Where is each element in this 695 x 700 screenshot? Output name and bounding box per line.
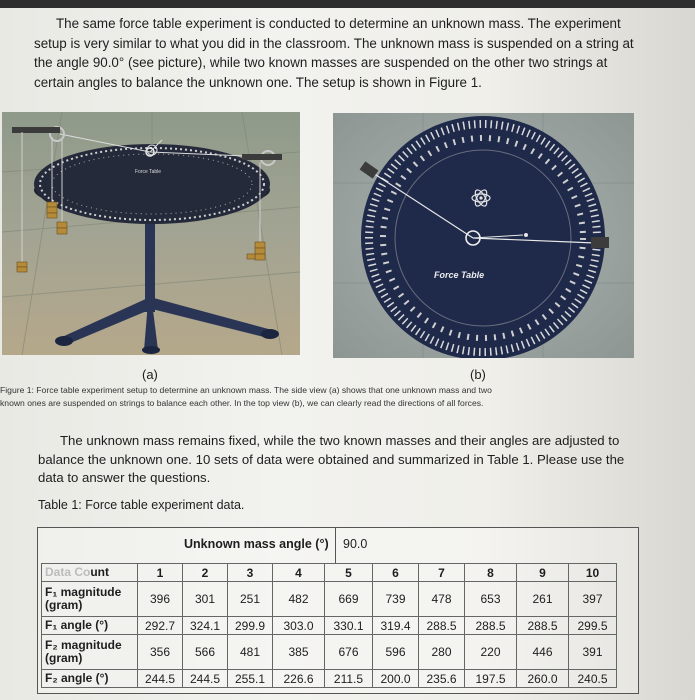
caption-line: known ones are suspended on strings to balance each other. In the top view (b), we can clearly read the directions of all forces.: [0, 398, 484, 408]
table-cell: 396: [138, 582, 183, 617]
row-label: F₂ angle (°): [42, 670, 138, 688]
table-row: [42, 617, 617, 635]
table-cell: 288.5: [419, 617, 465, 635]
table-cell: 653: [465, 582, 517, 617]
figure-caption: [0, 384, 650, 410]
table-cell: 301: [183, 582, 228, 617]
table-cell: 280: [419, 635, 465, 670]
photo-a-label: Force Table: [135, 169, 162, 175]
column-header: 5: [325, 564, 373, 582]
intro-line: certain angles to balance the unknown one. The setup is shown in Figure 1.: [34, 74, 482, 90]
table-cell: 197.5: [465, 670, 517, 688]
table-cell: 251: [228, 582, 273, 617]
column-header: 1: [138, 564, 183, 582]
table-cell: 288.5: [517, 617, 569, 635]
table-cell: 288.5: [465, 617, 517, 635]
table-title: Table 1: Force table experiment data.: [38, 498, 245, 512]
intro-line: the angle 90.0° (see picture), while two known masses are suspended on the other two strings at: [34, 55, 608, 70]
figure-label-b: (b): [470, 367, 486, 382]
row-label: F₁ angle (°): [42, 617, 138, 635]
column-header: 10: [569, 564, 617, 582]
intro-line: The same force table experiment is conducted to determine an unknown mass. The experiment: [56, 16, 621, 31]
table-cell: 261: [517, 582, 569, 617]
table-cell: 481: [228, 635, 273, 670]
table-row: [42, 582, 617, 617]
data-table: [41, 563, 617, 688]
figure-label-a: (a): [142, 367, 158, 382]
table-cell: 566: [183, 635, 228, 670]
corner-cell: [42, 564, 138, 582]
table-cell: 292.7: [138, 617, 183, 635]
row-label-line: F₂ magnitude: [45, 638, 122, 652]
table-cell: 478: [419, 582, 465, 617]
figure-photo-top-view: [333, 113, 634, 358]
column-header: 3: [228, 564, 273, 582]
intro-paragraph: [34, 14, 660, 92]
column-header: 2: [183, 564, 228, 582]
table-header-divider: [335, 528, 336, 563]
table-cell: 303.0: [273, 617, 325, 635]
body-line: data to answer the questions.: [38, 470, 211, 485]
unknown-angle-label: Unknown mass angle (°): [184, 537, 329, 551]
table-cell: 676: [325, 635, 373, 670]
table-cell: 324.1: [183, 617, 228, 635]
body-paragraph: [38, 432, 638, 488]
intro-line: setup is very similar to what you did in the classroom. The unknown mass is suspended on a string at: [34, 35, 634, 51]
column-header: 9: [517, 564, 569, 582]
table-cell: 482: [273, 582, 325, 617]
column-header: 8: [465, 564, 517, 582]
table-cell: 356: [138, 635, 183, 670]
row-label-line: (gram): [45, 598, 83, 612]
column-header: 7: [419, 564, 465, 582]
table-cell: 211.5: [325, 670, 373, 688]
top-edge-bar: [0, 0, 695, 8]
row-label-line: (gram): [45, 651, 83, 665]
table-row: [42, 670, 617, 688]
corner-faded-text: Data Co: [45, 565, 91, 579]
figure-photo-side-view: [2, 112, 300, 355]
table-header-row: [42, 564, 617, 582]
row-label: [42, 635, 138, 670]
table-cell: 319.4: [373, 617, 419, 635]
column-header: 6: [373, 564, 419, 582]
table-cell: 299.5: [569, 617, 617, 635]
corner-text: unt: [90, 565, 109, 579]
photo-b-label: Force Table: [434, 270, 485, 280]
table-row: [42, 635, 617, 670]
table-cell: 255.1: [228, 670, 273, 688]
table-cell: 446: [517, 635, 569, 670]
table-cell: 299.9: [228, 617, 273, 635]
table-cell: 596: [373, 635, 419, 670]
table-cell: 200.0: [373, 670, 419, 688]
body-line: The unknown mass remains fixed, while the two known masses and their angles are adjusted to: [60, 433, 620, 448]
unknown-angle-value: 90.0: [343, 537, 368, 551]
table-cell: 385: [273, 635, 325, 670]
table-cell: 244.5: [138, 670, 183, 688]
table-cell: 669: [325, 582, 373, 617]
table-cell: 235.6: [419, 670, 465, 688]
table-cell: 330.1: [325, 617, 373, 635]
table-cell: 240.5: [569, 670, 617, 688]
row-label-line: F₁ magnitude: [45, 585, 122, 599]
table-cell: 391: [569, 635, 617, 670]
caption-line: Figure 1: Force table experiment setup to determine an unknown mass. The side view (a) shows that one unknown mass and two: [0, 385, 492, 395]
table-cell: 226.6: [273, 670, 325, 688]
table-cell: 220: [465, 635, 517, 670]
table-cell: 739: [373, 582, 419, 617]
body-line: balance the unknown one. 10 sets of data were obtained and summarized in Table 1. Please use the: [38, 451, 625, 467]
table-cell: 244.5: [183, 670, 228, 688]
table-cell: 397: [569, 582, 617, 617]
column-header: 4: [273, 564, 325, 582]
table-cell: 260.0: [517, 670, 569, 688]
row-label: [42, 582, 138, 617]
